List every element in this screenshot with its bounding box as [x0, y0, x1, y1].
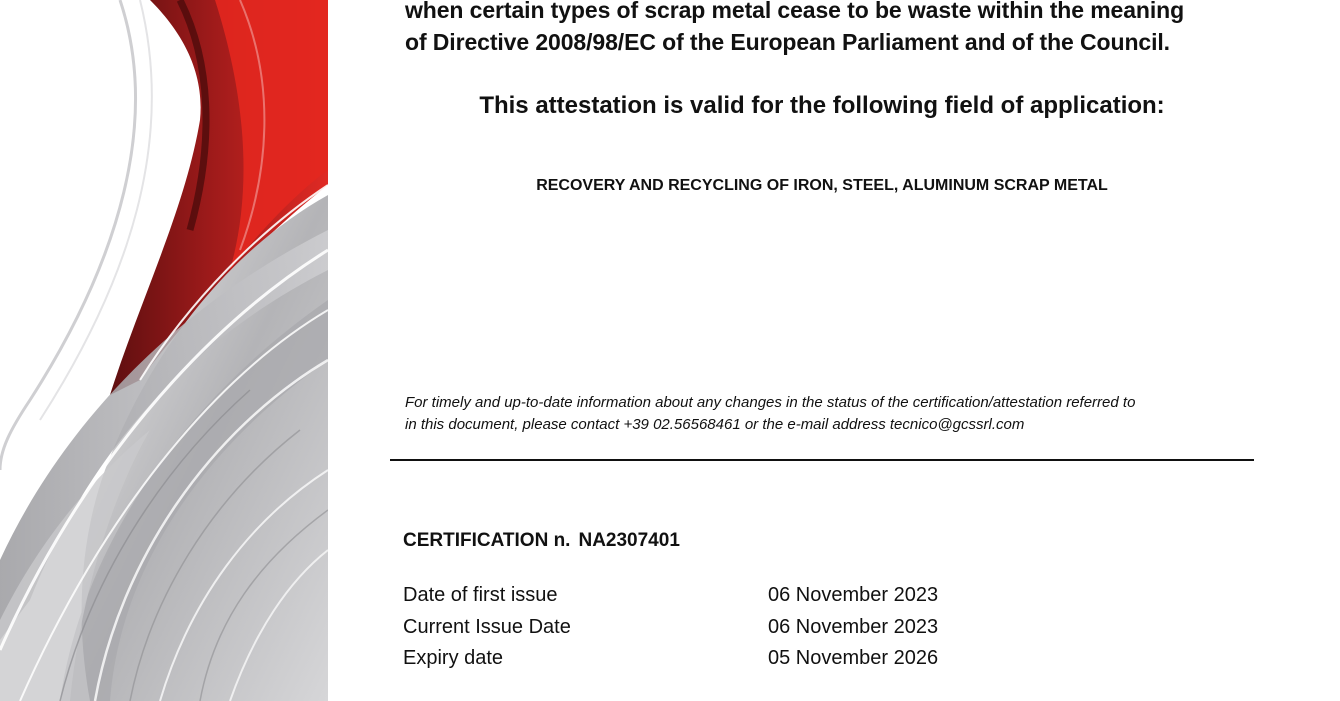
date-value: 06 November 2023	[768, 615, 939, 638]
contact-notice-line-2: in this document, please contact +39 02.56568461 or the e-mail address tecnico@gcssrl.com	[405, 416, 1025, 433]
dates-table	[403, 580, 1023, 675]
date-label: Expiry date	[403, 647, 504, 669]
scope-line-1: when certain types of scrap metal cease to be waste within the meaning	[405, 0, 1185, 23]
date-row-current-issue	[403, 612, 1023, 644]
date-value: 06 November 2023	[768, 584, 939, 606]
certification-code: NA2307401	[578, 530, 680, 551]
field-of-application: RECOVERY AND RECYCLING OF IRON, STEEL, ALUMINUM SCRAP METAL	[536, 177, 1108, 194]
certification-label: CERTIFICATION n.	[403, 530, 571, 551]
scope-line-2: of Directive 2008/98/EC of the European Parliament and of the Council.	[405, 29, 1170, 55]
date-label: Date of first issue	[403, 584, 558, 606]
certificate-content	[390, 0, 1254, 701]
validity-heading: This attestation is valid for the following field of application:	[479, 92, 1165, 119]
contact-notice-line-1: For timely and up-to-date information about any changes in the status of the certification/attestation referred to	[405, 394, 1136, 411]
section-divider	[390, 459, 1254, 461]
certification-number	[403, 528, 680, 554]
decorative-swoosh-graphic	[0, 0, 328, 701]
date-row-first-issue	[403, 580, 1023, 612]
scope-paragraph	[405, 0, 1245, 58]
date-value: 05 November 2026	[768, 647, 939, 669]
contact-notice	[405, 392, 1253, 436]
date-row-expiry	[403, 643, 1023, 675]
date-label: Current Issue Date	[403, 615, 571, 638]
